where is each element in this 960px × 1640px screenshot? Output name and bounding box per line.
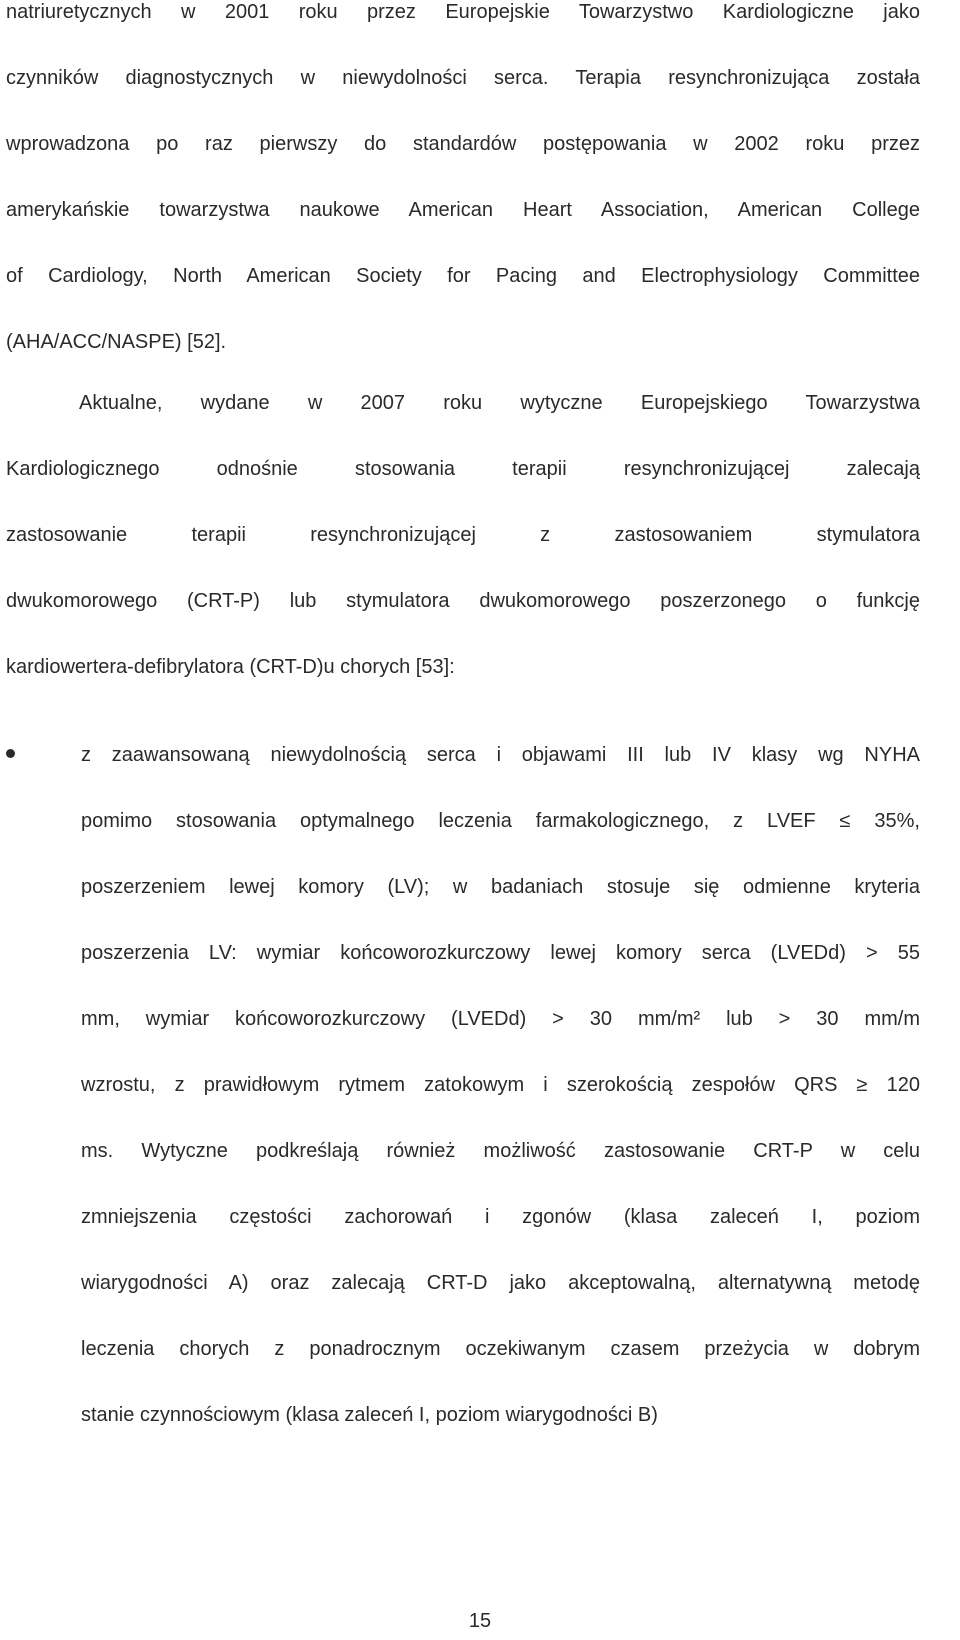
list-item-line: poszerzeniem lewej komory (LV); w badaniach stosuje się odmienne kryteria (81, 876, 920, 898)
list-item (81, 722, 920, 1448)
list-item-line: stanie czynnościowym (klasa zaleceń I, poziom wiarygodności B) (81, 1404, 658, 1426)
paragraph-line: (AHA/ACC/NASPE) [52]. (6, 331, 227, 353)
paragraph-line: czynników diagnostycznych w niewydolności serca. Terapia resynchronizująca została (6, 67, 920, 89)
paragraph-line: amerykańskie towarzystwa naukowe American Heart Association, American College (6, 199, 920, 221)
page-number: 15 (468, 1610, 492, 1632)
paragraph-1 (6, 0, 920, 375)
paragraph-line: dwukomorowego (CRT-P) lub stymulatora dwukomorowego poszerzonego o funkcję (6, 590, 920, 612)
list-item-line: wzrostu, z prawidłowym rytmem zatokowym i szerokością zespołów QRS ≥ 120 (81, 1074, 920, 1096)
paragraph-line: of Cardiology, North American Society for Pacing and Electrophysiology Committee (6, 265, 920, 287)
list-item-line: mm, wymiar końcoworozkurczowy (LVEDd) > 30 mm/m² lub > 30 mm/m (81, 1008, 920, 1030)
paragraph-line: natriuretycznych w 2001 roku przez Europejskie Towarzystwo Kardiologiczne jako (6, 1, 920, 23)
paragraph-line: zastosowanie terapii resynchronizującej z zastosowaniem stymulatora (6, 524, 920, 546)
list-item-line: z zaawansowaną niewydolnością serca i objawami III lub IV klasy wg NYHA (81, 744, 920, 766)
paragraph-line: wprowadzona po raz pierwszy do standardów postępowania w 2002 roku przez (6, 133, 920, 155)
paragraph-line: kardiowertera-defibrylatora (CRT-D)u chorych [53]: (6, 656, 455, 678)
list-item-line: pomimo stosowania optymalnego leczenia farmakologicznego, z LVEF ≤ 35%, (81, 810, 920, 832)
list-item-line: wiarygodności A) oraz zalecają CRT-D jako akceptowalną, alternatywną metodę (81, 1272, 920, 1294)
bullet-icon (6, 749, 15, 758)
paragraph-line: Aktualne, wydane w 2007 roku wytyczne Europejskiego Towarzystwa (79, 392, 920, 414)
list-item-line: poszerzenia LV: wymiar końcoworozkurczowy lewej komory serca (LVEDd) > 55 (81, 942, 920, 964)
list-item-line: ms. Wytyczne podkreślają również możliwość zastosowanie CRT-P w celu (81, 1140, 920, 1162)
paragraph-2 (6, 370, 920, 700)
list-item-line: leczenia chorych z ponadrocznym oczekiwanym czasem przeżycia w dobrym (81, 1338, 920, 1360)
list-item-line: zmniejszenia częstości zachorowań i zgonów (klasa zaleceń I, poziom (81, 1206, 920, 1228)
paragraph-line: Kardiologicznego odnośnie stosowania terapii resynchronizującej zalecają (6, 458, 920, 480)
